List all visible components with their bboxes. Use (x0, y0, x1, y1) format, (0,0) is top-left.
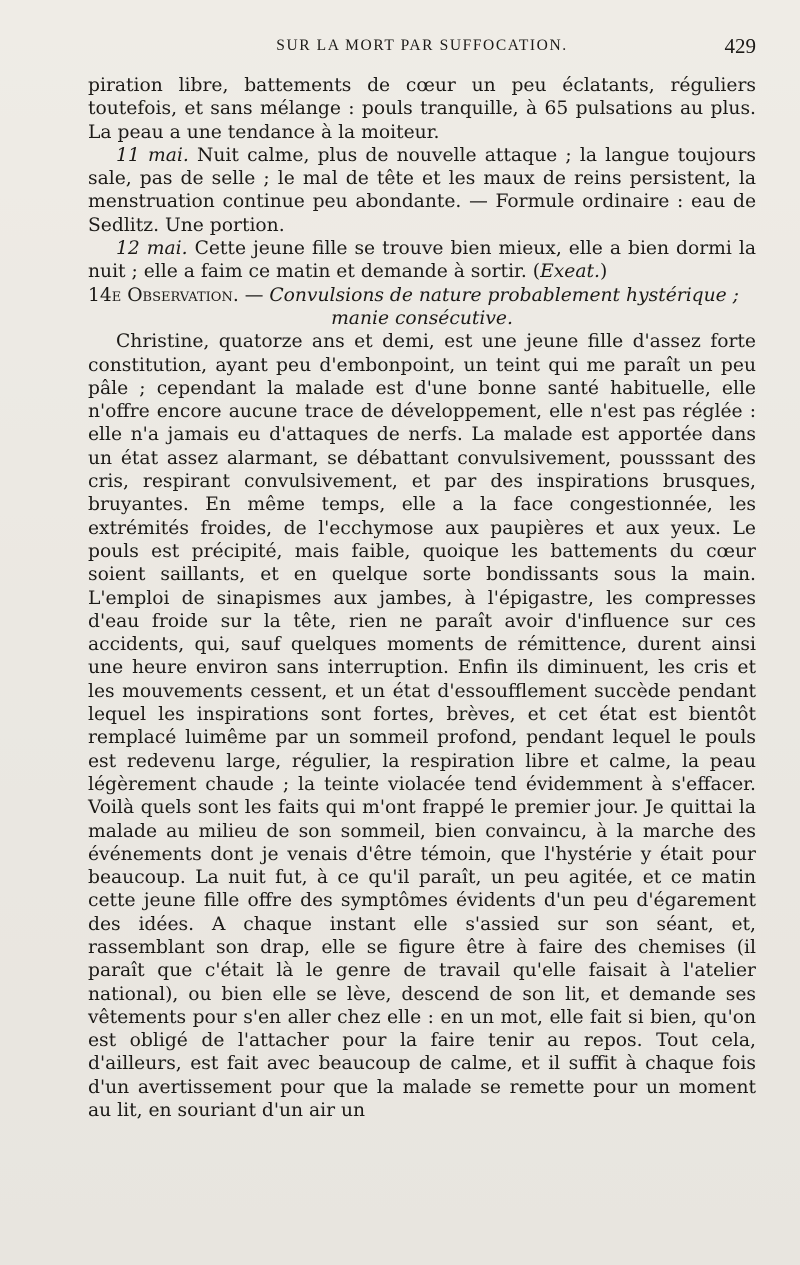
date-may-12: 12 mai. (116, 238, 188, 260)
observation-dash: — (238, 284, 270, 306)
running-head (88, 34, 756, 74)
paragraph-may-11 (88, 144, 756, 237)
observation-title-line1: Convulsions de nature probablement hystérique ; (269, 284, 739, 306)
running-title: SUR LA MORT PAR SUFFOCATION. (276, 37, 568, 54)
paragraph-may-12-text: Cette jeune fille se trouve bien mieux, elle a bien dormi la nuit ; elle a faim ce matin et demande à sortir. ( (88, 238, 756, 283)
exeat-close: ) (599, 261, 608, 283)
paragraph-may-11-text: Nuit calme, plus de nouvelle attaque ; la langue toujours sale, pas de selle ; le mal de tête et les maux de reins persistent, la menstruation continue peu abondante. — Formule ordinaire : eau de Sedlitz. Une portion. (88, 144, 756, 236)
page-number: 429 (724, 34, 756, 58)
observation-label: 14e Observation. (88, 284, 239, 306)
paragraph-may-12 (88, 237, 756, 284)
exeat-note: Exeat. (540, 261, 600, 283)
paragraph-case-christine: Christine, quatorze ans et demi, est une jeune fille d'assez forte constitution, ayant peu d'embonpoint, un teint qui me paraît un peu pâle ; cependant la malade est d'une bonne santé habituelle, elle n'offre encore aucune trace de développement, elle n'est pas réglée : elle n'a jamais eu d'attaques de nerfs. La malade est apportée dans un état assez alarmant, se débattant convulsivement, pousssant des cris, respirant convulsivement, et par des inspirations brusques, bruyantes. En même temps, elle a la face congestionnée, les extrémités froides, de l'ecchymose aux paupières et aux yeux. Le pouls est précipité, mais faible, quoique les battements du cœur soient saillants, et en quelque sorte bondissants sous la main. L'emploi de sinapismes aux jambes, à l'épigastre, les compresses d'eau froide sur la tête, rien ne paraît avoir d'influence sur ces accidents, qui, sauf quelques moments de rémittence, durent ainsi une heure environ sans interruption. Enfin ils diminuent, les cris et les mouvements cessent, et un état d'essoufflement succède pendant lequel les inspirations sont fortes, brèves, et cet état est bientôt remplacé luimême par un sommeil profond, pendant lequel le pouls est redevenu large, régulier, la respiration libre et calme, la peau légèrement chaude ; la teinte violacée tend évidemment à s'effacer. Voilà quels sont les faits qui m'ont frappé le premier jour. Je quittai la malade au milieu de son sommeil, bien convaincu, à la marche des événements dont je venais d'être témoin, que l'hystérie y était pour beaucoup. La nuit fut, à ce qu'il paraît, un peu agitée, et ce matin cette jeune fille offre des symptômes évidents d'un peu d'égarement des idées. A chaque instant elle s'assied sur son séant, et, rassemblant son drap, elle se figure être à faire des chemises (il paraît que c'était là le genre de travail qu'elle faisait à l'atelier national), ou bien elle se lève, descend de son lit, et demande ses vêtements pour s'en aller chez elle : en un mot, elle fait si bien, qu'on est obligé de l'attacher pour la faire tenir au repos. Tout cela, d'ailleurs, est fait avec beaucoup de calme, et il suffit à chaque fois d'un avertissement pour que la malade se remette pour un moment au lit, en souriant d'un air un (88, 331, 756, 1122)
paragraph-continuation: piration libre, battements de cœur un peu éclatants, réguliers toutefois, et sans mélange : pouls tranquille, à 65 pulsations au plus. La peau a une tendance à la moiteur. (88, 75, 756, 143)
body-text (88, 74, 756, 1122)
observation-heading (88, 284, 756, 307)
observation-title-line2: manie consécutive. (331, 307, 513, 329)
date-may-11: 11 mai. (116, 144, 189, 166)
